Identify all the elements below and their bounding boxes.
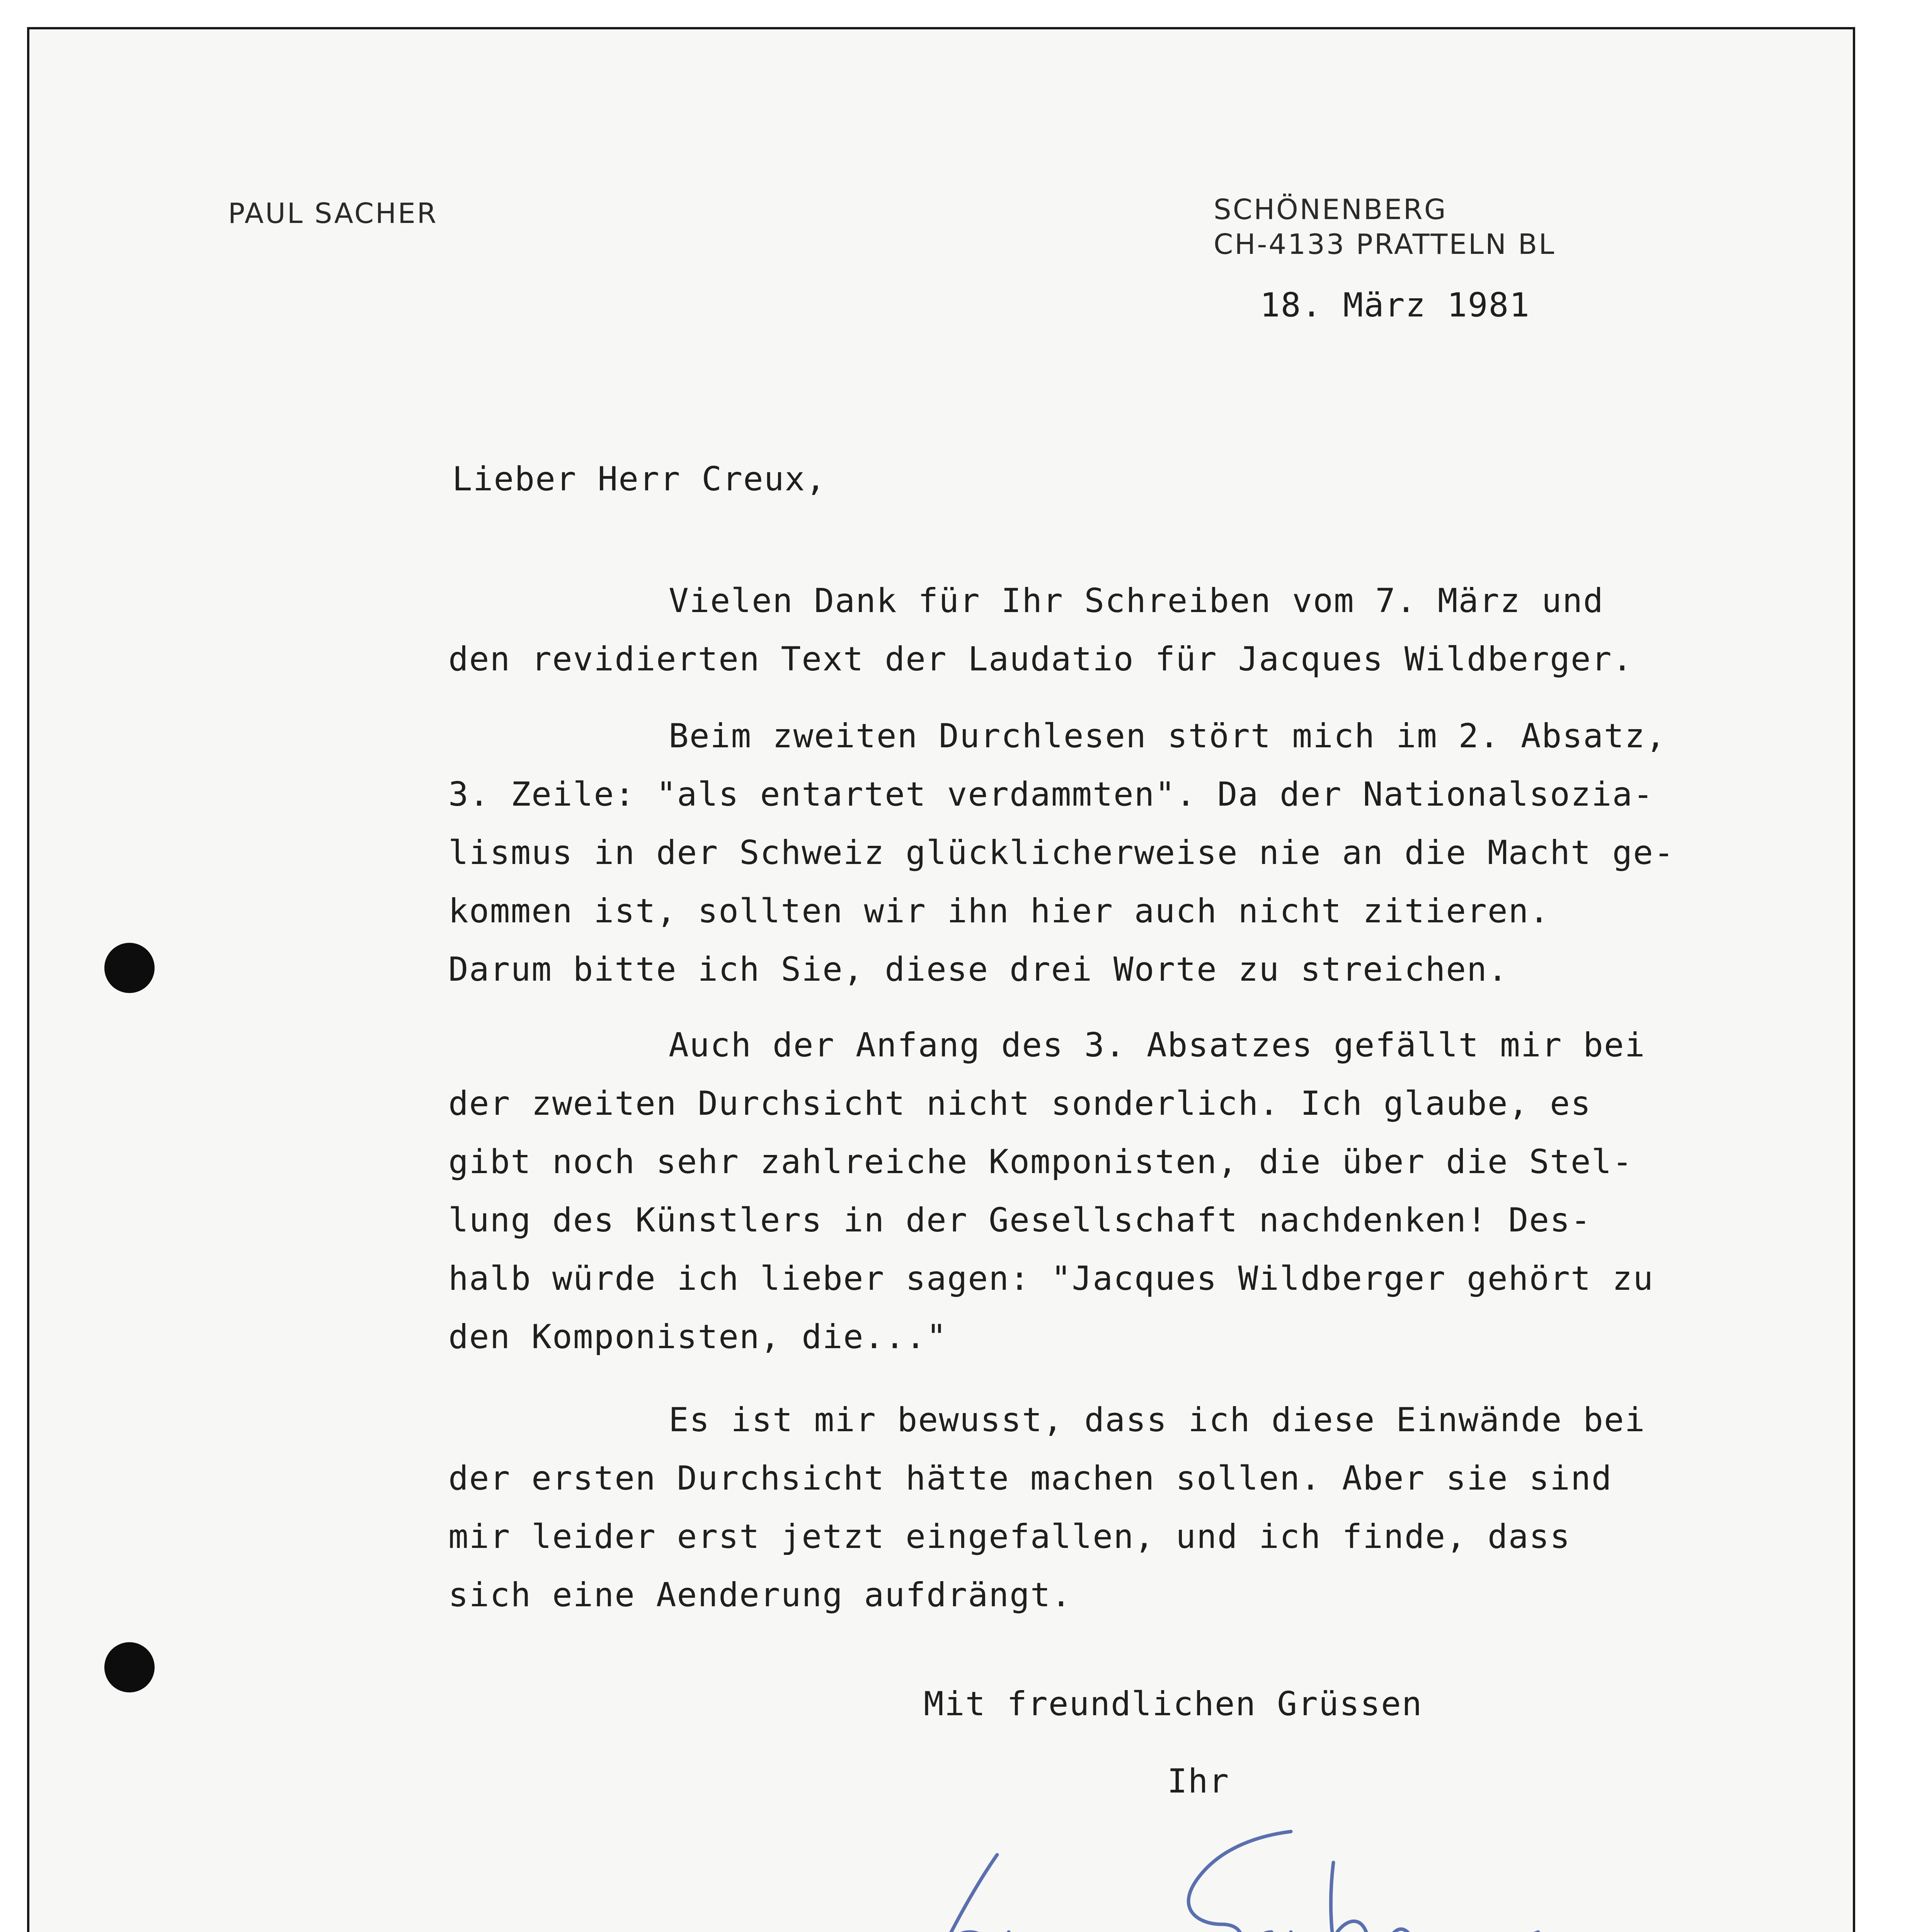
body-line: Es ist mir bewusst, dass ich diese Einwände bei	[669, 1401, 1646, 1439]
body-line: sich eine Aenderung aufdrängt.	[448, 1576, 1072, 1614]
letterhead-address-line-1: SCHÖNENBERG	[1214, 193, 1447, 226]
body-paragraph-4	[448, 1391, 1739, 1624]
body-line: Beim zweiten Durchlesen stört mich im 2. Absatz,	[669, 717, 1667, 755]
body-line: halb würde ich lieber sagen: "Jacques Wildberger gehört zu	[448, 1259, 1654, 1298]
body-line: lismus in der Schweiz glücklicherweise nie an die Macht ge-	[448, 833, 1675, 872]
letter-salutation: Lieber Herr Creux,	[452, 460, 826, 498]
body-paragraph-1	[448, 572, 1739, 689]
body-line: 3. Zeile: "als entartet verdammten". Da der Nationalsozia-	[448, 775, 1654, 814]
body-line: der ersten Durchsicht hätte machen sollen. Aber sie sind	[448, 1459, 1612, 1498]
body-paragraph-2	[448, 707, 1739, 999]
punch-hole-bottom	[104, 1642, 155, 1692]
body-line: Auch der Anfang des 3. Absatzes gefällt mir bei	[669, 1026, 1646, 1065]
letter-date: 18. März 1981	[1260, 286, 1531, 325]
body-line: Vielen Dank für Ihr Schreiben vom 7. März und	[669, 582, 1604, 620]
body-line: den Komponisten, die..."	[448, 1318, 947, 1356]
letterhead-address-line-2: CH-4133 PRATTELN BL	[1214, 228, 1556, 260]
body-line: kommen ist, sollten wir ihn hier auch nicht zitieren.	[448, 892, 1550, 930]
body-paragraph-3	[448, 1016, 1739, 1366]
body-line: mir leider erst jetzt eingefallen, und ich finde, dass	[448, 1517, 1571, 1556]
letter-closing: Mit freundlichen Grüssen	[924, 1685, 1423, 1723]
punch-hole-top	[104, 943, 155, 993]
body-line: gibt noch sehr zahlreiche Komponisten, die über die Stel-	[448, 1143, 1633, 1181]
body-line: Darum bitte ich Sie, diese drei Worte zu streichen.	[448, 950, 1508, 989]
letter-closing-word: Ihr	[1167, 1762, 1230, 1801]
body-line: lung des Künstlers in der Gesellschaft nachdenken! Des-	[448, 1201, 1592, 1240]
letterhead-name: PAUL SACHER	[228, 197, 438, 230]
body-line: der zweiten Durchsicht nicht sonderlich. Ich glaube, es	[448, 1084, 1592, 1123]
body-line: den revidierten Text der Laudatio für Jacques Wildberger.	[448, 640, 1633, 679]
handwritten-signature	[881, 1777, 1809, 1932]
